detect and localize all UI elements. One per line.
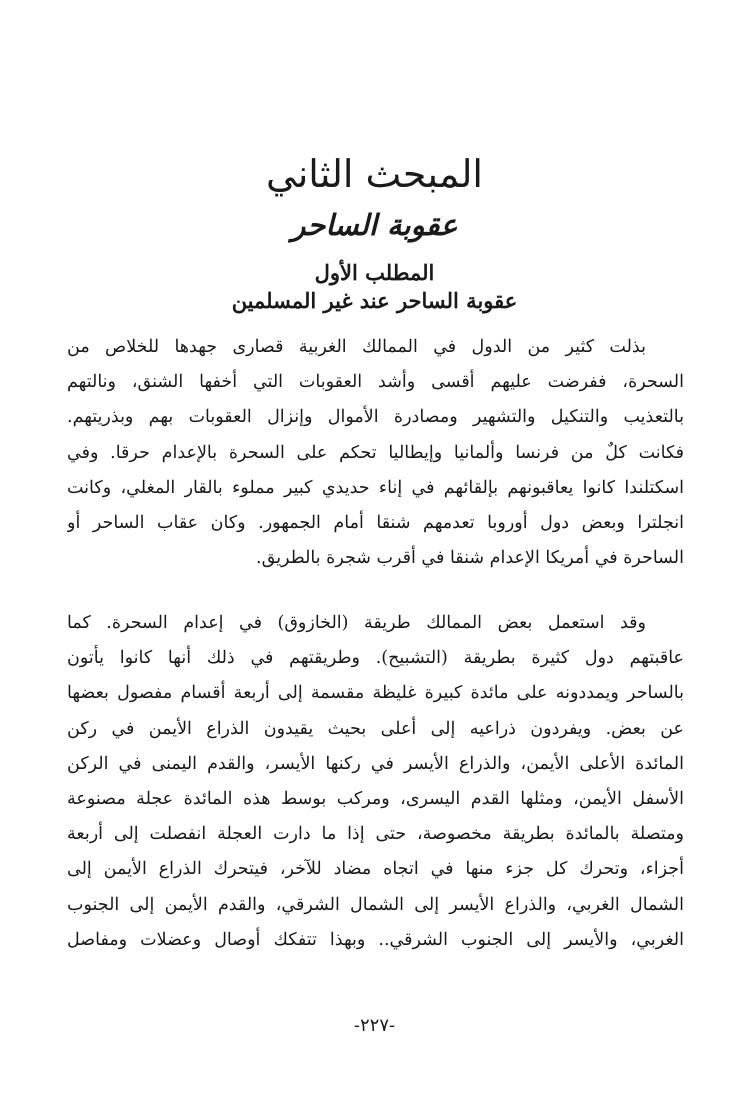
text-line: بذلت كثير من الدول في الممالك الغربية قصارى جهدها للخلاص من <box>67 337 646 357</box>
paragraph-2 <box>67 606 684 958</box>
requirement-title: المطلب الأول <box>314 260 435 285</box>
text-line: الأسفل الأيمن، ومثلها القدم اليسرى، ومركب بوسط هذه المائدة عجلة مصنوعة <box>67 788 684 809</box>
paragraph-1 <box>67 330 684 576</box>
text-line: وقد استعمل بعض الممالك طريقة (الخازوق) في إعدام السحرة. كما <box>67 613 646 633</box>
section-subtitle: عقوبة الساحر <box>291 208 458 242</box>
text-line: الغربي، والأيسر إلى الجنوب الشرقي.. وبهذا تتفكك أوصال وعضلات ومفاصل <box>67 929 684 950</box>
text-line: بالتعذيب والتنكيل والتشهير ومصادرة الأموال وإنزال العقوبات بهم وبذريتهم. <box>67 407 684 428</box>
text-line: السحرة، ففرضت عليهم أقسى وأشد العقوبات التي أخفها الشنق، ونالتهم <box>67 372 684 393</box>
text-line: عاقبتهم دول كثيرة بطريقة (التشبيح). وطريقتهم في ذلك أنها كانوا يأتون <box>67 648 684 669</box>
text-line: عن بعض. ويفردون ذراعيه إلى أعلى بحيث يقيدون الذراع الأيمن في ركن <box>67 718 684 739</box>
section-title: المبحث الثاني <box>266 152 483 196</box>
text-line: انجلترا وبعض دول أوروبا تعدمهم شنقا أمام الجمهور. وكان عقاب الساحر أو <box>67 512 684 533</box>
requirement-subtitle: عقوبة الساحر عند غير المسلمين <box>231 288 518 313</box>
text-line: الساحرة في أمريكا الإعدام شنقا في أقرب شجرة بالطريق. <box>256 548 684 569</box>
text-line: اسكتلندا كانوا يعاقبونهم بإلقائهم في إناء حديدي كبير مملوء بالقار المغلي، وكانت <box>67 477 684 498</box>
page-number: -٢٢٧- <box>353 1015 396 1036</box>
text-line: بالساحر ويمددونه على مائدة كبيرة غليظة مقسمة إلى أربعة أقسام مفصول بعضها <box>67 683 684 704</box>
text-line: فكانت كلٌ من فرنسا وألمانيا وإيطاليا تحكم على السحرة بالإعدام حرقا. وفي <box>67 442 684 463</box>
text-line: الشمال الغربي، والذراع الأيسر إلى الشمال الشرقي، والقدم الأيمن إلى الجنوب <box>67 894 684 915</box>
text-line: ومتصلة بالمائدة بطريقة مخصوصة، حتى إذا ما دارت العجلة انفصلت إلى أربعة <box>67 824 684 845</box>
text-line: المائدة الأعلى الأيمن، والذراع الأيسر في ركنها الأيسر، والقدم اليمنى في الركن <box>67 753 684 774</box>
text-line: أجزاء، وتحرك كل جزء منها في اتجاه مضاد للآخر، فيتحرك الذراع الأيمن إلى <box>67 859 684 880</box>
